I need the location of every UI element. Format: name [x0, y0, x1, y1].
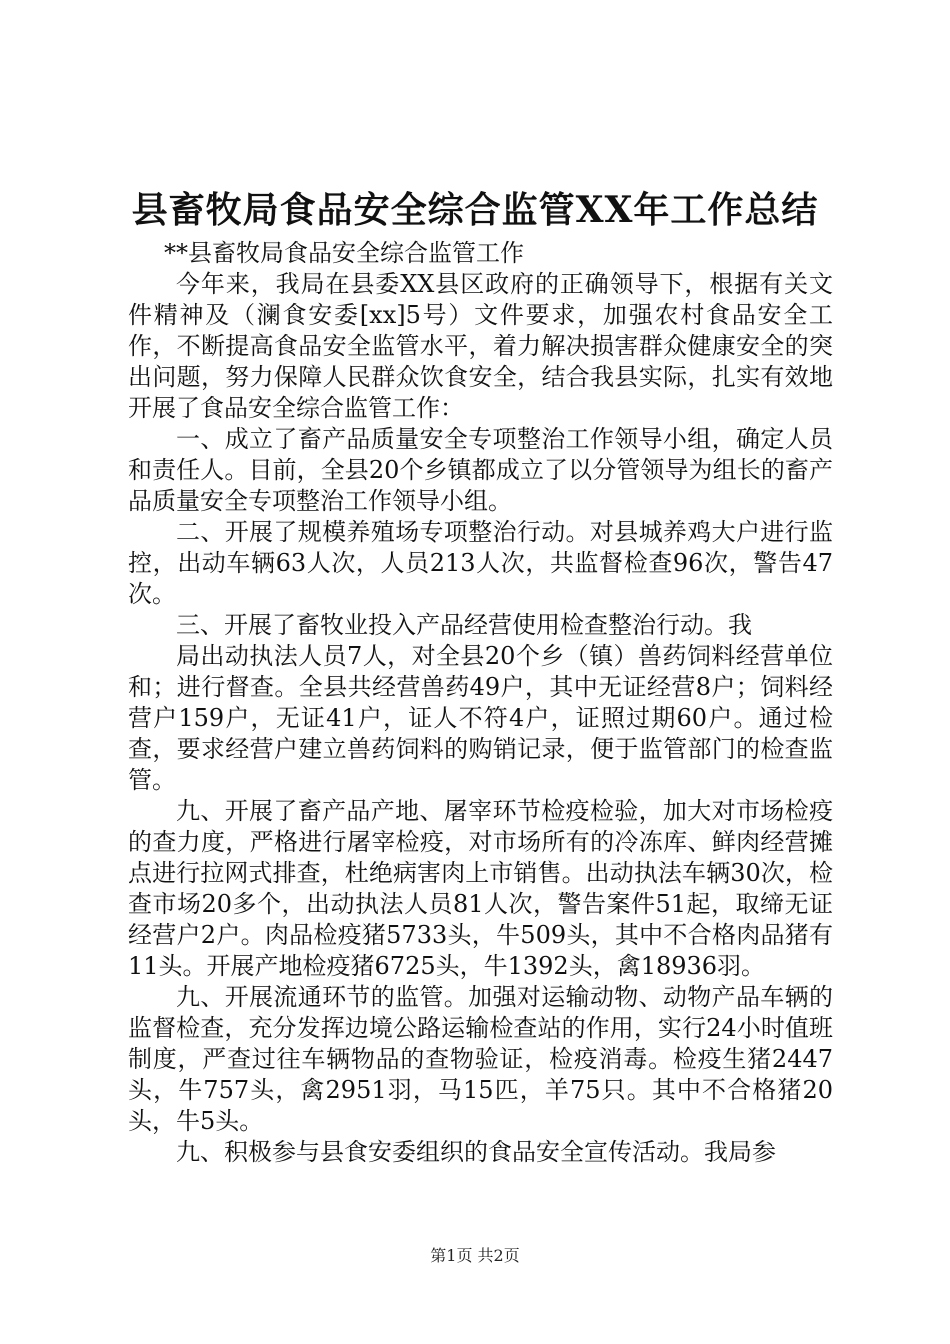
intro-paragraph: 今年来，我局在县委XX县区政府的正确领导下，根据有关文件精神及（澜食安委[xx]5号）文件要求，加强农村食品安全工作，不断提高食品安全监管水平，着力解决损害群众健康安全的突出问题，努力保障人民群众饮食安全，结合我县实际，扎实有效地开展了食品安全综合监管工作： — [128, 270, 833, 422]
document-body — [128, 238, 833, 1168]
section-9c-paragraph: 九、积极参与县食安委组织的食品安全宣传活动。我局参 — [176, 1138, 776, 1166]
section-3-continued-paragraph: 局出动执法人员7人，对全县20个乡（镇）兽药饲料经营单位和；进行督查。全县共经营兽药49户，其中无证经营8户；饲料经营户159户，无证41户，证人不符4户，证照过期60户。通过检查，要求经营户建立兽药饲料的购销记录，便于监管部门的检查监管。 — [128, 642, 833, 794]
page-number-footer: 第1页 共2页 — [430, 1246, 520, 1265]
subtitle-paragraph: **县畜牧局食品安全综合监管工作 — [164, 239, 524, 267]
section-9b-paragraph: 九、开展流通环节的监管。加强对运输动物、动物产品车辆的监督检查，充分发挥边境公路运输检查站的作用，实行24小时值班制度，严查过往车辆物品的查物验证，检疫消毒。检疫生猪2447头，牛757头，禽2951羽，马15匹，羊75只。其中不合格猪20头，牛5头。 — [128, 983, 833, 1135]
section-2-paragraph: 二、开展了规模养殖场专项整治行动。对县城养鸡大户进行监控，出动车辆63人次，人员213人次，共监督检查96次，警告47次。 — [128, 518, 833, 608]
section-1-paragraph: 一、成立了畜产品质量安全专项整治工作领导小组，确定人员和责任人。目前，全县20个乡镇都成立了以分管领导为组长的畜产品质量安全专项整治工作领导小组。 — [128, 425, 833, 515]
section-3-paragraph: 三、开展了畜牧业投入产品经营使用检查整治行动。我 — [176, 611, 752, 639]
section-9a-paragraph: 九、开展了畜产品产地、屠宰环节检疫检验，加大对市场检疫的查力度，严格进行屠宰检疫，对市场所有的冷冻库、鲜肉经营摊点进行拉网式排查，杜绝病害肉上市销售。出动执法车辆30次，检查市场20多个，出动执法人员81人次，警告案件51起，取缔无证经营户2户。肉品检疫猪5733头，牛509头，其中不合格肉品猪有11头。开展产地检疫猪6725头，牛1392头，禽18936羽。 — [128, 797, 833, 980]
document-title: 县畜牧局食品安全综合监管XX年工作总结 — [131, 189, 819, 231]
